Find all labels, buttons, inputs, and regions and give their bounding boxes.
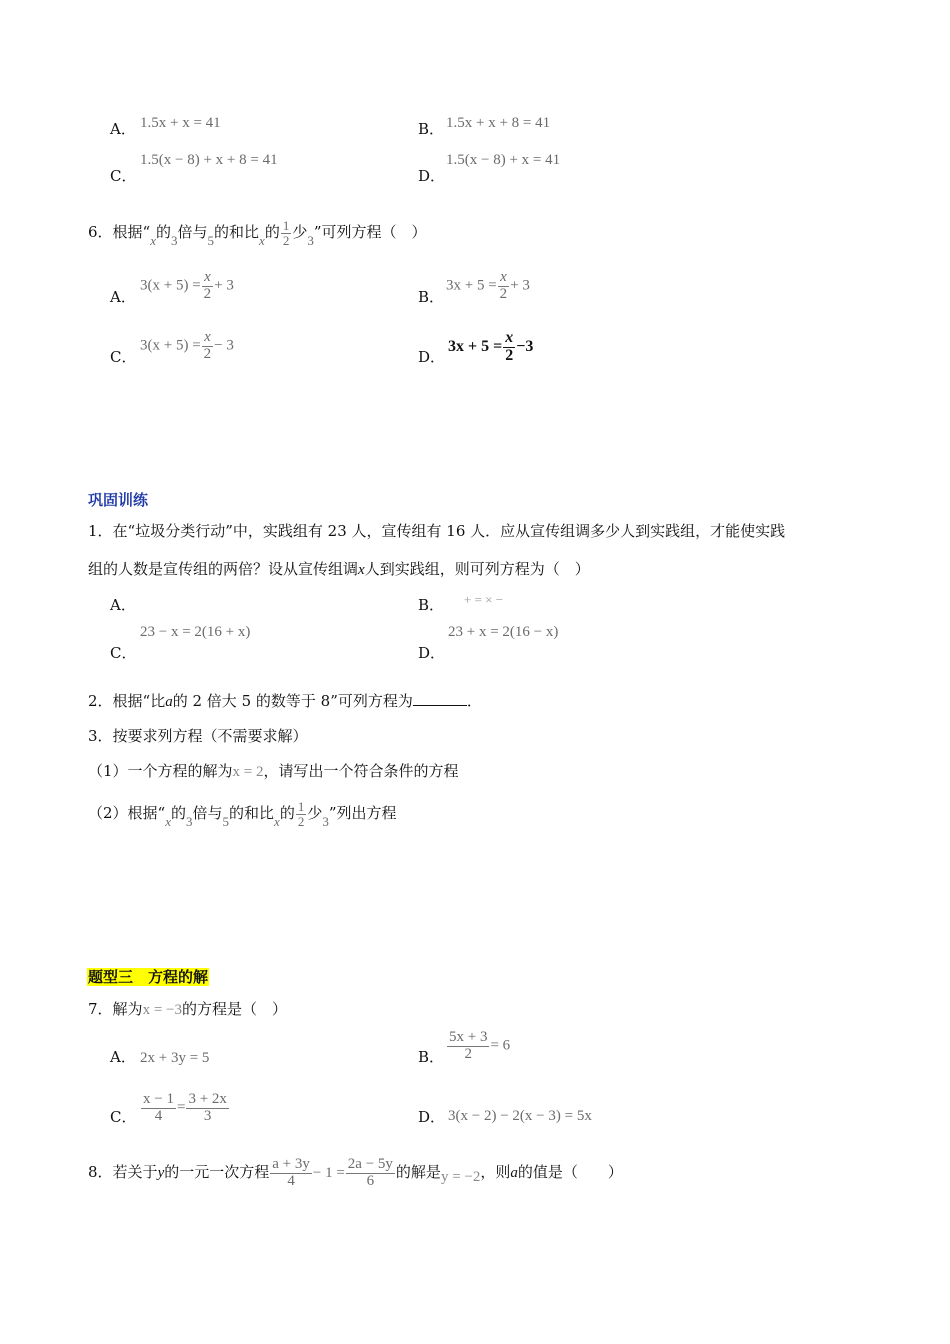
c-q1-option-b-label[interactable]: B． <box>418 596 445 614</box>
q6-num-5: 5 <box>207 233 215 248</box>
q6-text-7: ”可列方程（ ） <box>313 223 427 241</box>
q5-option-d-label[interactable]: D． <box>418 167 446 185</box>
q6-text-1: 根据“ <box>112 223 151 241</box>
q6-text-3: 倍与 <box>177 223 208 241</box>
q6-var-x: x <box>150 233 156 248</box>
c-q3-part2: （2）根据“x的3倍与5的和比x的 $\frac{1}{2}$ 少3”列出方程 <box>88 798 397 829</box>
q7-number: 7． <box>88 1000 113 1018</box>
c-q1-number: 1． <box>88 522 113 540</box>
section-title-equation-solution: 题型三 方程的解 <box>88 968 209 986</box>
q5-option-c-expr: 1.5(x − 8) + x + 8 = 41 <box>140 152 278 168</box>
q6-option-d-label[interactable]: D． <box>418 348 446 366</box>
q6-var-x-2: x <box>259 233 265 248</box>
q6-option-b-label[interactable]: B． <box>418 288 445 306</box>
q8-number: 8． <box>88 1163 113 1181</box>
c-q3-part2-half-fraction: $\frac{1}{2}$ <box>297 798 305 829</box>
q6-option-c-expr: 3(x + 5) = $\frac{x}{2}$ − 3 <box>140 329 234 362</box>
q5-option-b-expr: 1.5x + x + 8 = 41 <box>446 115 551 131</box>
section-title-consolidate: 巩固训练 <box>88 491 149 509</box>
q6-stem <box>88 214 427 251</box>
q6-text-5: 的 <box>264 223 280 241</box>
q7-option-a-expr: 2x + 3y = 5 <box>140 1050 210 1066</box>
q8-stem: 8．若关于y的一元一次方程 $\frac{a + 3y}{4}$ − 1 = $\frac{2a - 5y}{6}$ 的解是y = −2，则a的值是（ ） <box>88 1156 623 1190</box>
q5-option-a-label[interactable]: A． <box>110 120 136 138</box>
c-q1-line2: 组的人数是宣传组的两倍？设从宣传组调x人到实践组，则可列方程为（ ） <box>88 560 590 578</box>
c-q2: 2．根据“比a的 2 倍大 5 的数等于 8”可列方程为 ． <box>88 692 482 710</box>
q6-option-c-label[interactable]: C． <box>110 348 137 366</box>
q7-option-b-expr: $\frac{5x + 3}{2}$ = 6 <box>449 1029 511 1062</box>
q7-option-b-label[interactable]: B． <box>418 1048 445 1066</box>
q7-option-d-label[interactable]: D． <box>418 1108 446 1126</box>
q6-half-fraction: $\frac{1}{2}$ <box>282 217 290 248</box>
q8-solution: y = −2 <box>440 1169 481 1185</box>
q6-option-a-label[interactable]: A． <box>110 288 136 306</box>
c-q2-answer-blank[interactable] <box>413 691 467 706</box>
q6-num-3: 3 <box>171 233 178 248</box>
c-q1-option-b-expr: + = × − <box>464 592 504 607</box>
c-q1-option-d-expr: 23 + x = 2(16 − x) <box>448 624 559 640</box>
q6-text-4: 的和比 <box>214 223 260 241</box>
c-q1-option-d-label[interactable]: D． <box>418 644 446 662</box>
c-q2-number: 2． <box>88 692 113 710</box>
q8-equation: $\frac{a + 3y}{4}$ − 1 = $\frac{2a - 5y}{6}$ <box>272 1156 393 1190</box>
q5-option-d-expr: 1.5(x − 8) + x = 41 <box>446 152 561 168</box>
c-q1-option-a-label[interactable]: A． <box>110 596 136 614</box>
q6-num-3b: 3 <box>307 233 314 248</box>
c-q3-part1-expr: x = 2 <box>232 764 264 780</box>
c-q1-option-c-label[interactable]: C． <box>110 644 137 662</box>
c-q3: 3．按要求列方程（不需要求解） <box>88 727 308 745</box>
c-q3-number: 3． <box>88 727 113 745</box>
q7-expr: x = −3 <box>142 1002 182 1018</box>
q7-option-a-label[interactable]: A． <box>110 1048 136 1066</box>
q6-option-b-expr: 3x + 5 = $\frac{x}{2}$ + 3 <box>446 269 530 302</box>
c-q3-part2-var-x: x <box>165 814 171 829</box>
q6-number: 6． <box>88 223 113 241</box>
q6-text-2: 的 <box>156 223 172 241</box>
q5-option-c-label[interactable]: C． <box>110 167 137 185</box>
c-q3-part1: （1）一个方程的解为x = 2，请写出一个符合条件的方程 <box>88 762 459 780</box>
q5-option-a-expr: 1.5x + x = 41 <box>140 115 221 131</box>
q7-option-c-expr: $\frac{x - 1}{4}$ = $\frac{3 + 2x}{3}$ <box>143 1091 227 1124</box>
q7-option-c-label[interactable]: C． <box>110 1108 137 1126</box>
q7-option-d-expr: 3(x − 2) − 2(x − 3) = 5x <box>448 1108 592 1124</box>
q6-option-d-expr: 3x + 5 = $\frac{x}{2}$ −3 <box>448 329 534 364</box>
q7-stem: 7．解为x = −3的方程是（ ） <box>88 1000 287 1018</box>
c-q1-line1: 1．在“垃圾分类行动”中，实践组有 23 人，宣传组有 16 人．应从宣传组调多少人到实践组，才能使实践 <box>88 522 786 540</box>
q6-option-a-expr: 3(x + 5) = $\frac{x}{2}$ + 3 <box>140 269 234 302</box>
c-q1-option-c-expr: 23 − x = 2(16 + x) <box>140 624 251 640</box>
q6-text-6: 少 <box>292 223 308 241</box>
q5-option-b-label[interactable]: B． <box>418 120 445 138</box>
